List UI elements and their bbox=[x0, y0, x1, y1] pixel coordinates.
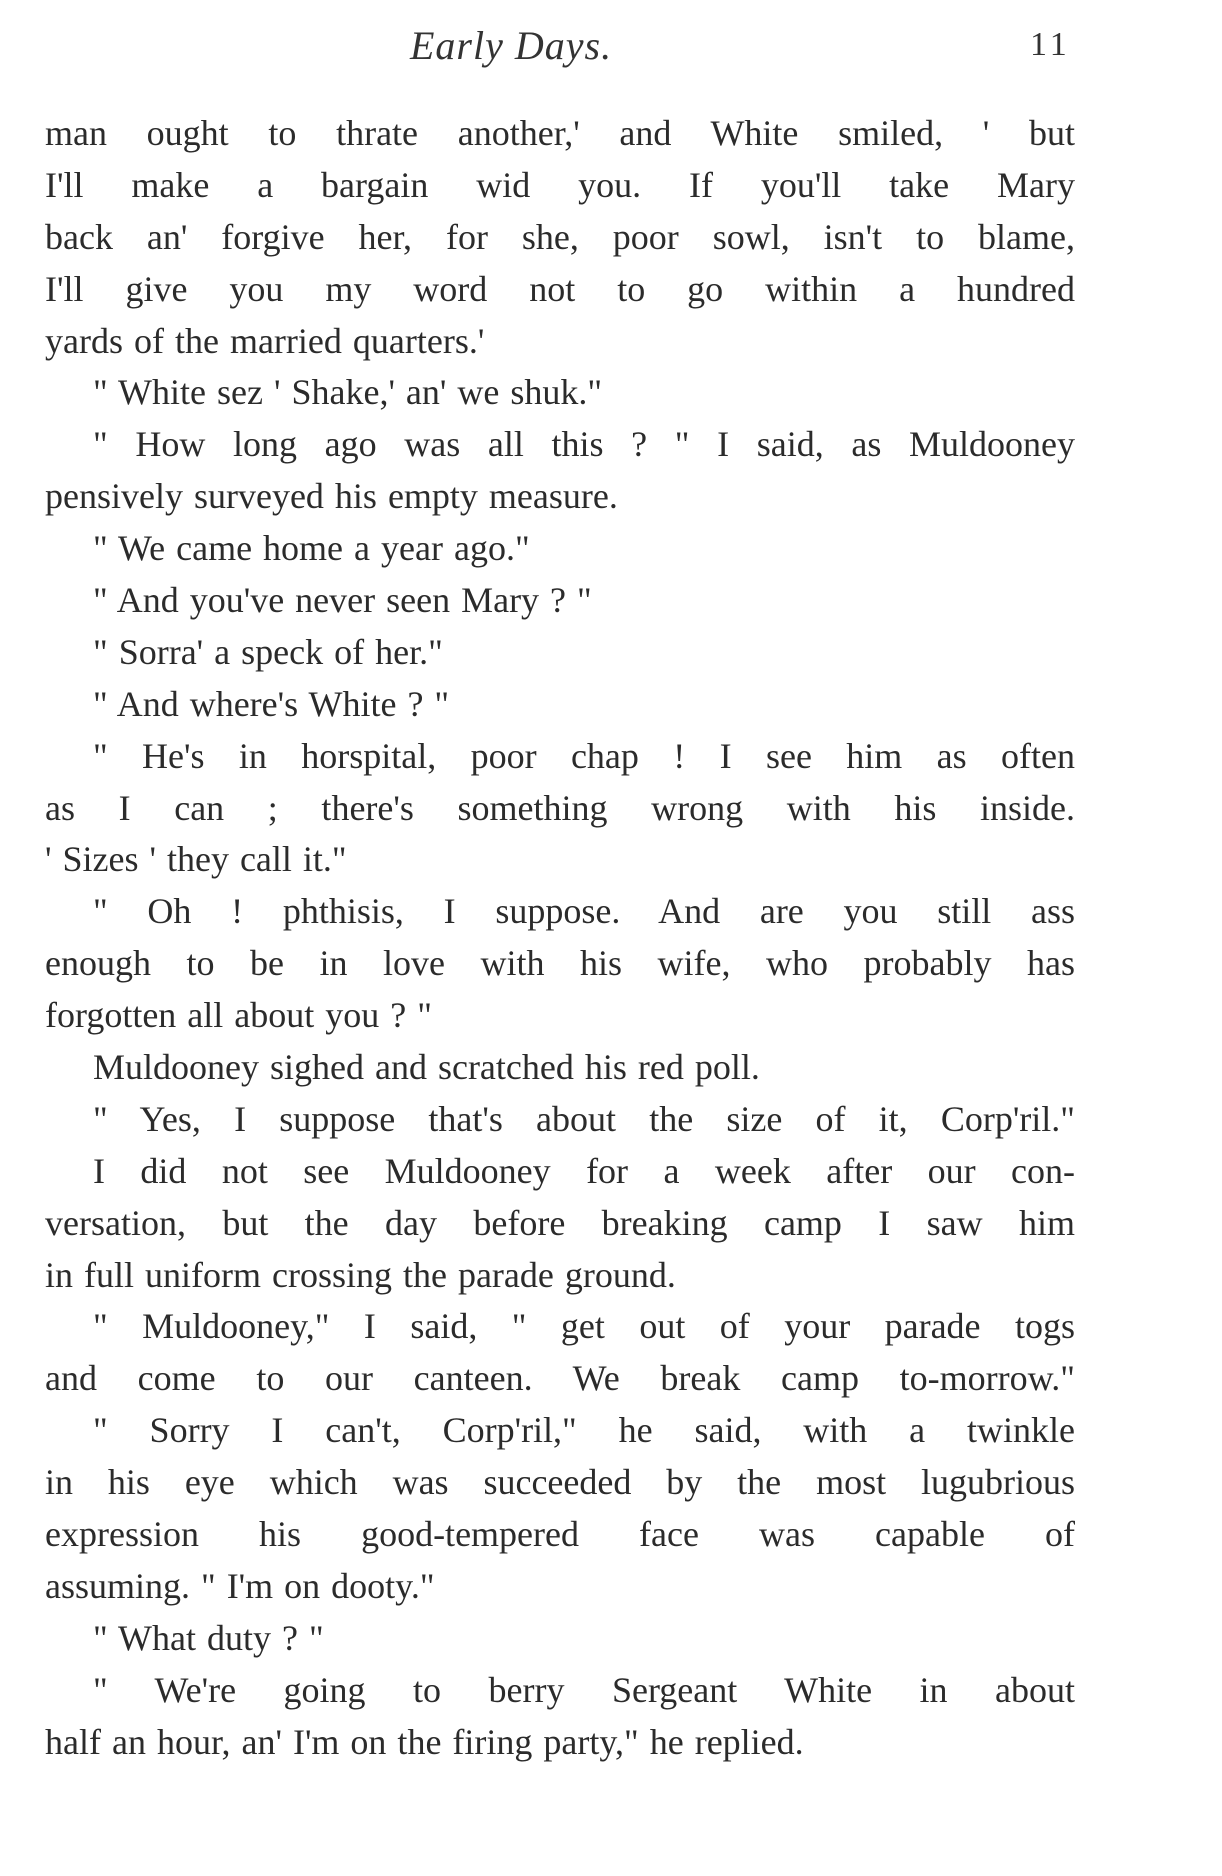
text-line: assuming. " I'm on dooty." bbox=[45, 1565, 435, 1606]
text-line: " Sorra' a speck of her." bbox=[93, 631, 443, 672]
text-line: " We came home a year ago." bbox=[93, 528, 530, 569]
text-line: " Oh ! phthisis, I suppose. And are you still ass bbox=[93, 891, 1075, 932]
text-line: in full uniform crossing the parade ground. bbox=[45, 1254, 676, 1295]
text-line: " Muldooney," I said, " get out of your parade togs bbox=[93, 1306, 1075, 1347]
text-line: " And you've never seen Mary ? " bbox=[93, 580, 592, 621]
body-text bbox=[45, 108, 1075, 1769]
text-line: expression his good-tempered face was capable of bbox=[45, 1514, 1075, 1555]
text-line: " And where's White ? " bbox=[93, 683, 450, 724]
text-line: Muldooney sighed and scratched his red poll. bbox=[93, 1047, 760, 1088]
text-line: " White sez ' Shake,' an' we shuk." bbox=[93, 372, 603, 413]
text-line: " Sorry I can't, Corp'ril," he said, with a twinkle bbox=[93, 1410, 1075, 1451]
text-line: " We're going to berry Sergeant White in about bbox=[93, 1669, 1075, 1710]
text-line: " He's in horspital, poor chap ! I see him as often bbox=[93, 735, 1075, 776]
text-line: pensively surveyed his empty measure. bbox=[45, 476, 618, 517]
text-line: half an hour, an' I'm on the firing party," he replied. bbox=[45, 1721, 804, 1762]
running-title: Early Days. bbox=[410, 23, 613, 68]
text-line: I'll give you my word not to go within a hundred bbox=[45, 268, 1075, 309]
text-line: in his eye which was succeeded by the most lugubrious bbox=[45, 1462, 1075, 1503]
text-line: forgotten all about you ? " bbox=[45, 995, 432, 1036]
text-line: yards of the married quarters.' bbox=[45, 320, 485, 361]
text-line: man ought to thrate another,' and White smiled, ' but bbox=[45, 113, 1075, 153]
text-line: back an' forgive her, for she, poor sowl, isn't to blame, bbox=[45, 216, 1075, 257]
page-number: 11 bbox=[1030, 26, 1071, 63]
text-line: " Yes, I suppose that's about the size of it, Corp'ril." bbox=[93, 1098, 1075, 1139]
text-line: I'll make a bargain wid you. If you'll take Mary bbox=[45, 164, 1075, 205]
text-line: " How long ago was all this ? " I said, as Muldooney bbox=[93, 424, 1075, 465]
page-header bbox=[0, 22, 1222, 72]
text-line: I did not see Muldooney for a week after our con- bbox=[93, 1150, 1075, 1191]
text-line: as I can ; there's something wrong with his inside. bbox=[45, 787, 1075, 828]
text-line: " What duty ? " bbox=[93, 1617, 324, 1658]
text-line: versation, but the day before breaking camp I saw him bbox=[45, 1202, 1075, 1243]
text-line: ' Sizes ' they call it." bbox=[45, 839, 347, 880]
text-line: enough to be in love with his wife, who probably has bbox=[45, 943, 1075, 984]
text-line: and come to our canteen. We break camp to-morrow." bbox=[45, 1358, 1075, 1399]
